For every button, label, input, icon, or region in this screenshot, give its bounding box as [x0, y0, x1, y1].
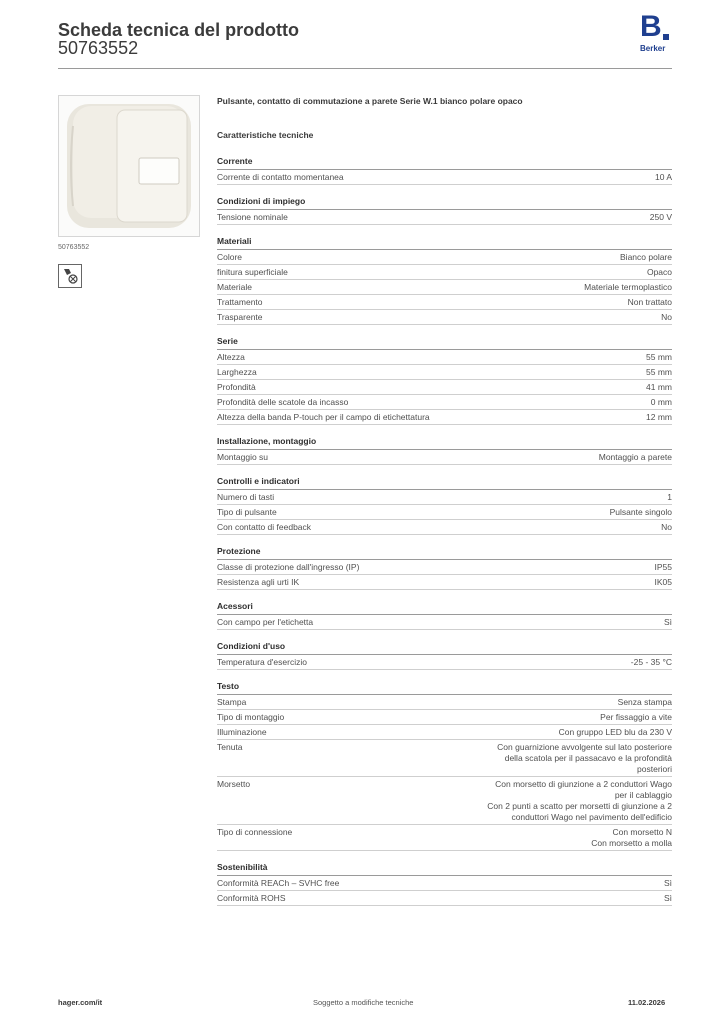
section-title: Sostenibilità [217, 857, 672, 876]
section-title: Protezione [217, 541, 672, 560]
spec-row [217, 891, 672, 906]
spec-label: Trasparente [217, 312, 263, 322]
spec-label: Morsetto [217, 779, 251, 789]
spec-label: Profondità delle scatole da incasso [217, 397, 349, 407]
spec-label: Larghezza [217, 367, 257, 377]
spec-value: 12 mm [646, 412, 672, 422]
spec-value: Con guarnizione avvolgente sul lato posteriore della scatola per il passacavo e la profondità posteriori [497, 742, 672, 774]
spec-value: No [661, 522, 672, 532]
tech-heading: Caratteristiche tecniche [217, 130, 314, 140]
spec-row [217, 365, 672, 380]
spec-value: 55 mm [646, 352, 672, 362]
berker-logo [640, 10, 676, 56]
spec-value: 41 mm [646, 382, 672, 392]
spec-label: Tensione nominale [217, 212, 288, 222]
product-description: Pulsante, contatto di commutazione a parete Serie W.1 bianco polare opaco [217, 96, 523, 106]
spec-label: Stampa [217, 697, 247, 707]
spec-row [217, 825, 672, 851]
spec-label: Resistenza agli urti IK [217, 577, 300, 587]
spec-value: Con morsetto N Con morsetto a molla [591, 827, 672, 848]
spec-row [217, 505, 672, 520]
spec-row [217, 250, 672, 265]
product-image [58, 95, 200, 237]
spec-section [217, 151, 672, 185]
section-title: Condizioni d'uso [217, 636, 672, 655]
spec-section [217, 541, 672, 590]
spec-section [217, 596, 672, 630]
spec-row [217, 410, 672, 425]
logo-dot [663, 34, 669, 40]
footer-note: Soggetto a modifiche tecniche [313, 998, 414, 1007]
spec-value: Pulsante singolo [609, 507, 672, 517]
section-title: Corrente [217, 151, 672, 170]
spec-sections [217, 151, 672, 906]
spec-value: No [661, 312, 672, 322]
spec-label: finitura superficiale [217, 267, 288, 277]
spec-label: Profondità [217, 382, 256, 392]
section-title: Materiali [217, 231, 672, 250]
spec-label: Tipo di montaggio [217, 712, 285, 722]
spec-label: Con contatto di feedback [217, 522, 312, 532]
logo-text: Berker [640, 44, 666, 53]
spec-value: IP55 [654, 562, 672, 572]
spec-section [217, 636, 672, 670]
spec-value: Materiale termoplastico [584, 282, 672, 292]
spec-value: Opaco [646, 267, 672, 277]
spec-section [217, 676, 672, 851]
spec-label: Conformità REACh – SVHC free [217, 878, 340, 888]
section-title: Installazione, montaggio [217, 431, 672, 450]
spec-row [217, 170, 672, 185]
spec-section [217, 231, 672, 325]
spec-section [217, 471, 672, 535]
spec-row [217, 710, 672, 725]
spec-value: Con gruppo LED blu da 230 V [558, 727, 672, 737]
spec-row [217, 655, 672, 670]
spec-row [217, 450, 672, 465]
spec-value: 250 V [649, 212, 672, 222]
spec-row [217, 395, 672, 410]
spec-content [217, 96, 672, 912]
spec-value: Sì [663, 878, 672, 888]
spec-value: Non trattato [627, 297, 672, 307]
spec-label: Tenuta [217, 742, 243, 752]
spec-section [217, 191, 672, 225]
spec-section [217, 857, 672, 906]
spec-value: 55 mm [646, 367, 672, 377]
spec-label: Montaggio su [217, 452, 269, 462]
spec-row [217, 740, 672, 777]
footer-website: hager.com/it [58, 998, 103, 1007]
spec-row [217, 265, 672, 280]
footer-date: 11.02.2026 [628, 998, 666, 1007]
spec-label: Altezza della banda P-touch per il campo di etichettatura [217, 412, 430, 422]
spec-label: Colore [217, 252, 243, 262]
spec-label: Illuminazione [217, 727, 267, 737]
spec-value: 1 [667, 492, 672, 502]
spec-label: Trattamento [217, 297, 263, 307]
spec-row [217, 575, 672, 590]
spec-value: Sì [663, 893, 672, 903]
spec-label: Materiale [217, 282, 252, 292]
spec-label: Tipo di connessione [217, 827, 293, 837]
spec-row [217, 560, 672, 575]
spec-row [217, 380, 672, 395]
spec-label: Temperatura d'esercizio [217, 657, 307, 667]
product-code: 50763552 [58, 38, 139, 58]
spec-label: Classe di protezione dall'ingresso (IP) [217, 562, 360, 572]
spec-row [217, 210, 672, 225]
section-title: Testo [217, 676, 672, 695]
spec-row [217, 490, 672, 505]
spec-row [217, 350, 672, 365]
spec-value: IK05 [654, 577, 672, 587]
spec-row [217, 695, 672, 710]
spec-row [217, 295, 672, 310]
logo-letter: B [640, 10, 662, 43]
spec-value: -25 - 35 °C [630, 657, 672, 667]
spec-value: Montaggio a parete [598, 452, 672, 462]
spec-value: Per fissaggio a vite [600, 712, 672, 722]
spec-value: 0 mm [650, 397, 672, 407]
spec-value: 10 A [654, 172, 672, 182]
section-title: Condizioni di impiego [217, 191, 672, 210]
spec-section [217, 331, 672, 425]
spec-row [217, 520, 672, 535]
spec-label: Con campo per l'etichetta [217, 617, 314, 627]
spec-row [217, 280, 672, 295]
page-title: Scheda tecnica del prodotto [58, 20, 300, 40]
section-title: Serie [217, 331, 672, 350]
tool-care-icon [58, 264, 82, 288]
section-title: Acessori [217, 596, 672, 615]
section-title: Controlli e indicatori [217, 471, 672, 490]
spec-label: Corrente di contatto momentanea [217, 172, 344, 182]
spec-value: Bianco polare [620, 252, 672, 262]
spec-section [217, 431, 672, 465]
spec-row [217, 725, 672, 740]
spec-label: Tipo di pulsante [217, 507, 277, 517]
spec-value: Senza stampa [617, 697, 672, 707]
header-divider [58, 68, 672, 69]
spec-row [217, 615, 672, 630]
spec-value: Con morsetto di giunzione a 2 conduttori Wago per il cablaggio Con 2 punti a scatto per morsetti di giunzione a 2 conduttori Wago nel pavimento dell'edificio [487, 779, 672, 822]
spec-label: Conformità ROHS [217, 893, 286, 903]
spec-row [217, 310, 672, 325]
spec-row [217, 876, 672, 891]
image-code: 50763552 [58, 244, 90, 251]
spec-label: Altezza [217, 352, 245, 362]
spec-row [217, 777, 672, 825]
spec-value: Sì [663, 617, 672, 627]
spec-label: Numero di tasti [217, 492, 275, 502]
